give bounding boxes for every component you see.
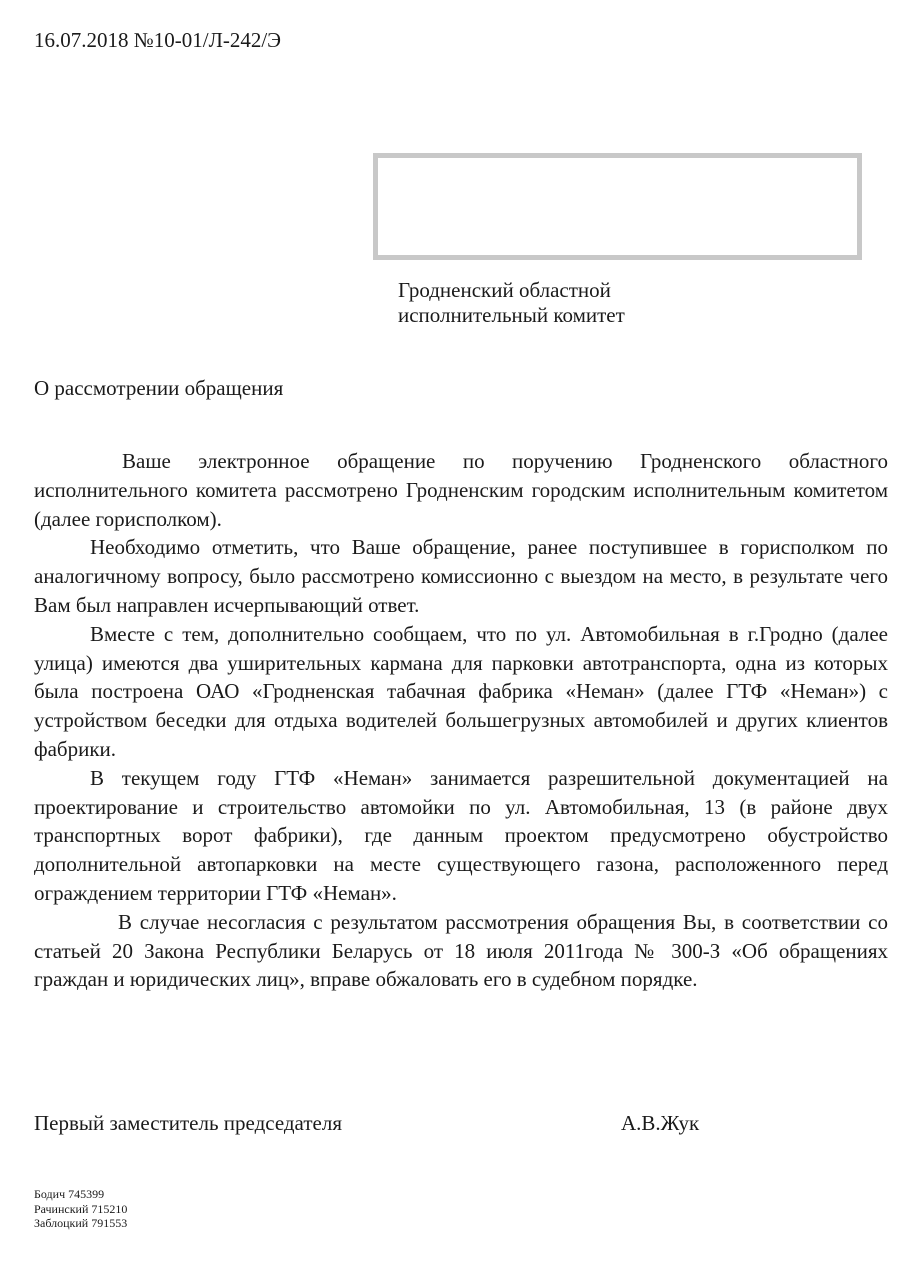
executors-list	[34, 1187, 127, 1231]
recipient-line-2: исполнительный комитет	[398, 303, 625, 327]
body-paragraph-2: Необходимо отметить, что Ваше обращение, ранее поступившее в горисполком по аналогичному вопросу, было рассмотрено комиссионно с выездом на место, в результате чего Вам был направлен исчерпывающий ответ.	[34, 535, 888, 617]
letter-body	[34, 447, 888, 994]
signer-title: Первый заместитель председателя	[34, 1111, 342, 1135]
body-paragraph-1: Ваше электронное обращение по поручению Гродненского областного исполнительного комитета рассмотрено Гродненским городским исполнительным комитетом (далее горисполком).	[34, 449, 888, 531]
redacted-address-box	[373, 153, 862, 260]
executor-line: Бодич 745399	[34, 1187, 105, 1201]
recipient-block	[398, 278, 625, 328]
recipient-line-1: Гродненский областной	[398, 278, 611, 302]
signer-name: А.В.Жук	[621, 1111, 700, 1135]
executor-line: Заблоцкий 791553	[34, 1216, 128, 1230]
body-paragraph-3: Вместе с тем, дополнительно сообщаем, что по ул. Автомобильная в г.Гродно (далее улица) имеются два уширительных кармана для парковки автотранспорта, одна из которых была построена ОАО «Гродненская табачная фабрика «Неман» (далее ГТФ «Неман») с устройством беседки для отдыха водителей большегрузных автомобилей и других клиентов фабрики.	[34, 621, 888, 761]
document-registration-number: 16.07.2018 №10-01/Л-242/Э	[34, 28, 282, 52]
body-paragraph-5: В случае несогласия с результатом рассмотрения обращения Вы, в соответствии со статьей 20 Закона Республики Беларусь от 18 июля 2011года № 300-З «Об обращениях граждан и юридических лиц», вправе обжаловать его в судебном порядке.	[34, 909, 888, 992]
executor-line: Рачинский 715210	[34, 1201, 128, 1216]
body-paragraph-4: В текущем году ГТФ «Неман» занимается разрешительной документацией на проектирование и строительство автомойки по ул. Автомобильная, 13 (в районе двух транспортных ворот фабрики), где данным проектом предусмотрено обустройство дополнительной автопарковки на месте существующего газона, расположенного перед ограждением территории ГТФ «Неман».	[34, 765, 888, 905]
document-subject: О рассмотрении обращения	[34, 376, 284, 400]
